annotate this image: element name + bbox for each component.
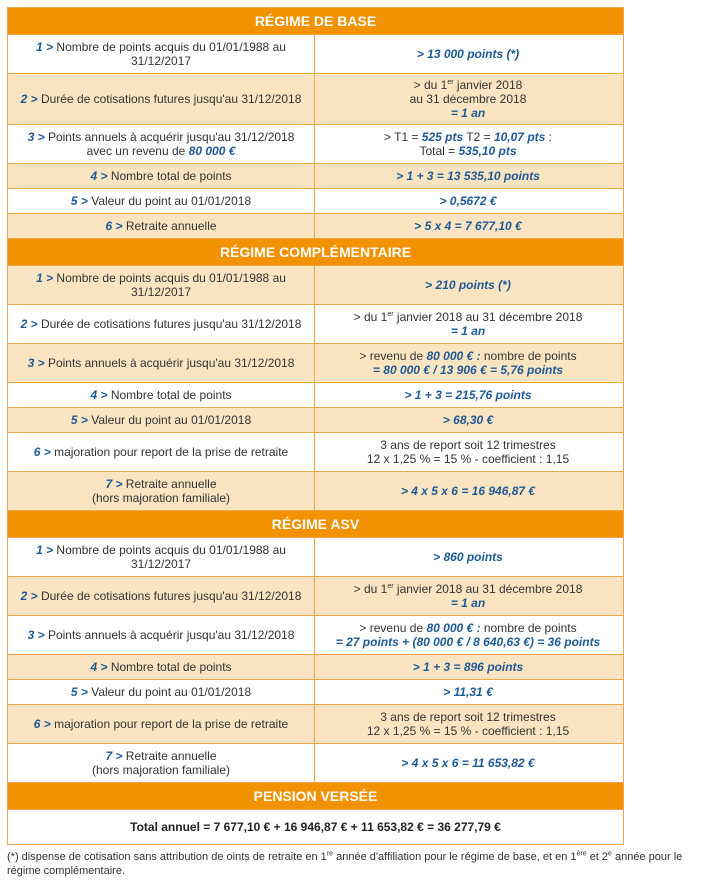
table-row <box>8 344 623 383</box>
table-row <box>8 383 623 408</box>
table-row <box>8 655 623 680</box>
table-row <box>8 538 623 577</box>
row-label: 7 > Retraite annuelle (hors majoration familiale) <box>8 472 315 510</box>
row-value: 3 ans de report soit 12 trimestres 12 x 1,25 % = 15 % - coefficient : 1,15 <box>366 710 570 738</box>
row-label: 4 > Nombre total de points <box>8 383 315 407</box>
row-label: 1 > Nombre de points acquis du 01/01/1988 au 31/12/2017 <box>8 35 315 73</box>
table-row <box>8 125 623 164</box>
row-value: 3 ans de report soit 12 trimestres 12 x 1,25 % = 15 % - coefficient : 1,15 <box>366 438 570 466</box>
section-header-complementaire: RÉGIME COMPLÉMENTAIRE <box>8 239 623 266</box>
table-row <box>8 744 623 783</box>
row-value: > du 1er janvier 2018 au 31 décembre 2018 = 1 an <box>353 310 583 338</box>
row-label: 3 > Points annuels à acquérir jusqu'au 31/12/2018 <box>8 344 315 382</box>
table-row <box>8 433 623 472</box>
row-label: 6 > Retraite annuelle <box>8 214 315 238</box>
row-label: 5 > Valeur du point au 01/01/2018 <box>8 408 315 432</box>
table-row <box>8 305 623 344</box>
row-label: 2 > Durée de cotisations futures jusqu'au 31/12/2018 <box>8 74 315 124</box>
row-label: 4 > Nombre total de points <box>8 655 315 679</box>
section-header-base: RÉGIME DE BASE <box>8 8 623 35</box>
row-value: > 1 + 3 = 13 535,10 points <box>396 169 540 183</box>
row-label: 3 > Points annuels à acquérir jusqu'au 31/12/2018 avec un revenu de 80 000 € <box>8 125 315 163</box>
row-label: 1 > Nombre de points acquis du 01/01/1988 au 31/12/2017 <box>8 266 315 304</box>
row-value: > du 1er janvier 2018 au 31 décembre 2018 = 1 an <box>353 582 583 610</box>
row-label: 7 > Retraite annuelle (hors majoration familiale) <box>8 744 315 782</box>
row-label: 2 > Durée de cotisations futures jusqu'au 31/12/2018 <box>8 305 315 343</box>
pension-total: Total annuel = 7 677,10 € + 16 946,87 € + 11 653,82 € = 36 277,79 € <box>130 820 501 834</box>
row-value: > 13 000 points (*) <box>416 47 520 61</box>
row-label: 6 > majoration pour report de la prise de retraite <box>8 705 315 743</box>
row-label: 5 > Valeur du point au 01/01/2018 <box>8 680 315 704</box>
row-value: > 1 + 3 = 896 points <box>412 660 524 674</box>
table-row <box>8 408 623 433</box>
table-row <box>8 74 623 125</box>
row-label: 1 > Nombre de points acquis du 01/01/1988 au 31/12/2017 <box>8 538 315 576</box>
table-row <box>8 472 623 511</box>
row-label: 4 > Nombre total de points <box>8 164 315 188</box>
row-label: 3 > Points annuels à acquérir jusqu'au 31/12/2018 <box>8 616 315 654</box>
table-row <box>8 705 623 744</box>
row-value: > 5 x 4 = 7 677,10 € <box>414 219 522 233</box>
row-value: > 4 x 5 x 6 = 16 946,87 € <box>400 484 536 498</box>
row-value: > 860 points <box>433 550 503 564</box>
row-value: > 210 points (*) <box>425 278 511 292</box>
table-row <box>8 680 623 705</box>
row-value: > revenu de 80 000 € : nombre de points = 80 000 € / 13 906 € = 5,76 points <box>359 349 577 377</box>
row-value: > T1 = 525 pts T2 = 10,07 pts : Total = 535,10 pts <box>383 130 552 158</box>
row-label: 5 > Valeur du point au 01/01/2018 <box>8 189 315 213</box>
table-row <box>8 577 623 616</box>
footnote: (*) dispense de cotisation sans attribution de oints de retraite en 1re année d'affiliation pour le régime de base, et en 1ère et 2e année pour le régime complémentaire. <box>7 850 683 877</box>
section-header-pension: PENSION VERSÉE <box>8 783 623 810</box>
row-value: > 11,31 € <box>443 685 493 699</box>
row-label: 6 > majoration pour report de la prise de retraite <box>8 433 315 471</box>
row-value: > 68,30 € <box>442 413 494 427</box>
row-value: > revenu de 80 000 € : nombre de points = 27 points + (80 000 € / 8 640,63 €) = 36 points <box>335 621 601 649</box>
table-row <box>8 35 623 74</box>
table-row <box>8 164 623 189</box>
section-header-asv: RÉGIME ASV <box>8 511 623 538</box>
row-label: 2 > Durée de cotisations futures jusqu'au 31/12/2018 <box>8 577 315 615</box>
table-row <box>8 189 623 214</box>
row-value: > 0,5672 € <box>439 194 497 208</box>
table-row <box>8 266 623 305</box>
table-row <box>8 616 623 655</box>
table-row <box>8 214 623 239</box>
retirement-table <box>7 7 624 845</box>
row-value: > 4 x 5 x 6 = 11 653,82 € <box>401 756 535 770</box>
row-value: > du 1er janvier 2018 au 31 décembre 2018 = 1 an <box>409 78 527 120</box>
row-value: > 1 + 3 = 215,76 points <box>404 388 532 402</box>
